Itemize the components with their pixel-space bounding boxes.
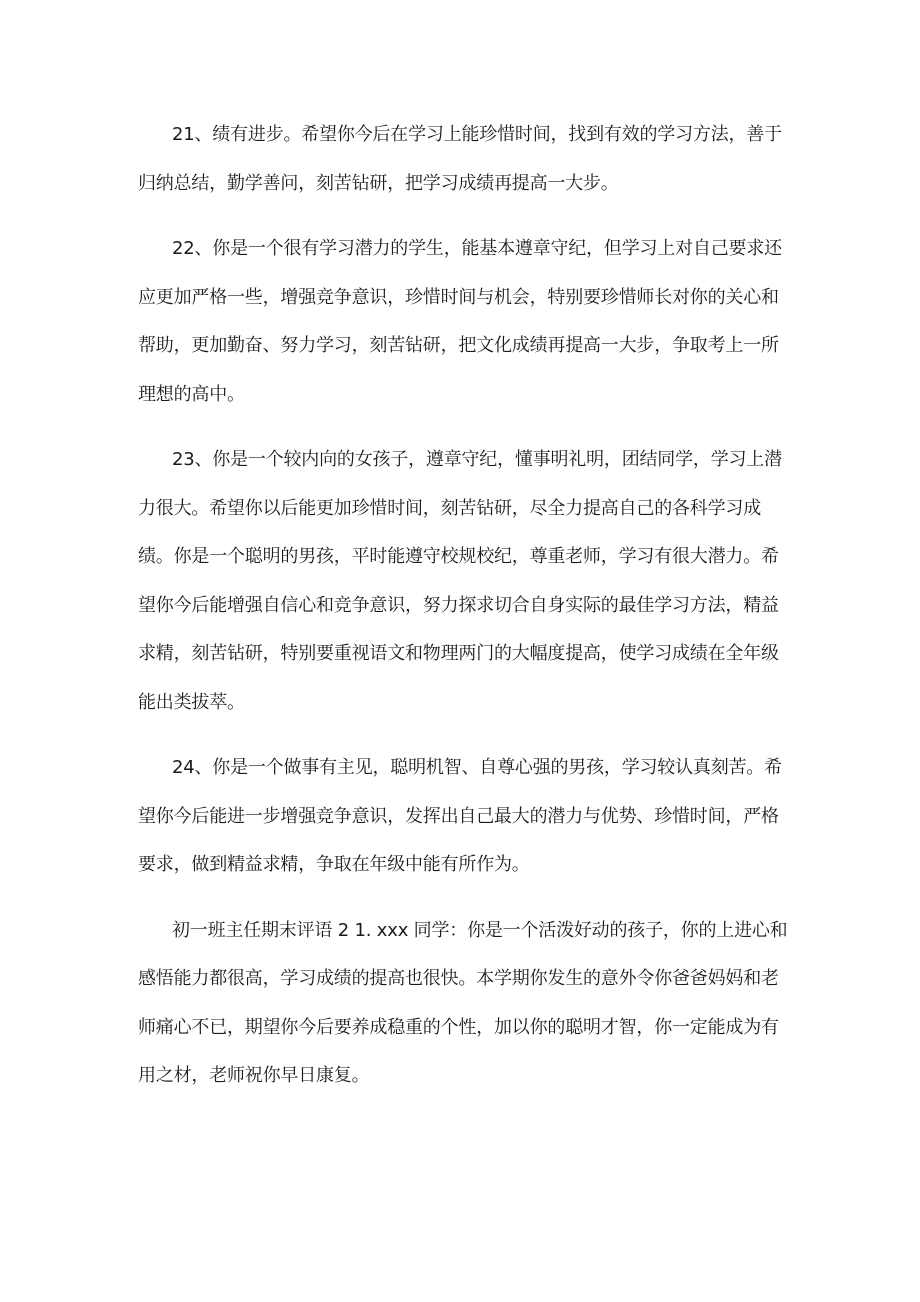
paragraph-24: 24、你是一个做事有主见，聪明机智、自尊心强的男孩，学习较认真刻苦。希望你今后能进一步增强竞争意识，发挥出自己最大的潜力与优势、珍惜时间，严格要求，做到精益求精，争取在年级中能有所作为。: [138, 757, 782, 875]
paragraph-22: 22、你是一个很有学习潜力的学生，能基本遵章守纪，但学习上对自己要求还应更加严格一些，增强竞争意识，珍惜时间与机会，特别要珍惜师长对你的关心和帮助，更加勤奋、努力学习，刻苦钻研，把文化成绩再提高一大步，争取考上一所理想的高中。: [138, 238, 782, 405]
paragraph-class-comment: 初一班主任期末评语 2 1. xxx 同学：你是一个活泼好动的孩子，你的上进心和感悟能力都很高，学习成绩的提高也很快。本学期你发生的意外令你爸爸妈妈和老师痛心不已，期望你今后要养成稳重的个性，加以你的聪明才智，你一定能成为有用之材，老师祝你早日康复。: [138, 919, 788, 1086]
document-body: [138, 111, 788, 1101]
paragraph-21: 21、绩有进步。希望你今后在学习上能珍惜时间，找到有效的学习方法，善于归纳总结，勤学善问，刻苦钻研，把学习成绩再提高一大步。: [138, 124, 782, 194]
paragraph-23: 23、你是一个较内向的女孩子，遵章守纪，懂事明礼明，团结同学，学习上潜力很大。希望你以后能更加珍惜时间，刻苦钻研，尽全力提高自己的各科学习成绩。你是一个聪明的男孩，平时能遵守校规校纪，尊重老师，学习有很大潜力。希望你今后能增强自信心和竞争意识，努力探求切合自身实际的最佳学习方法，精益求精，刻苦钻研，特别要重视语文和物理两门的大幅度提高，使学习成绩在全年级能出类拔萃。: [138, 449, 782, 713]
